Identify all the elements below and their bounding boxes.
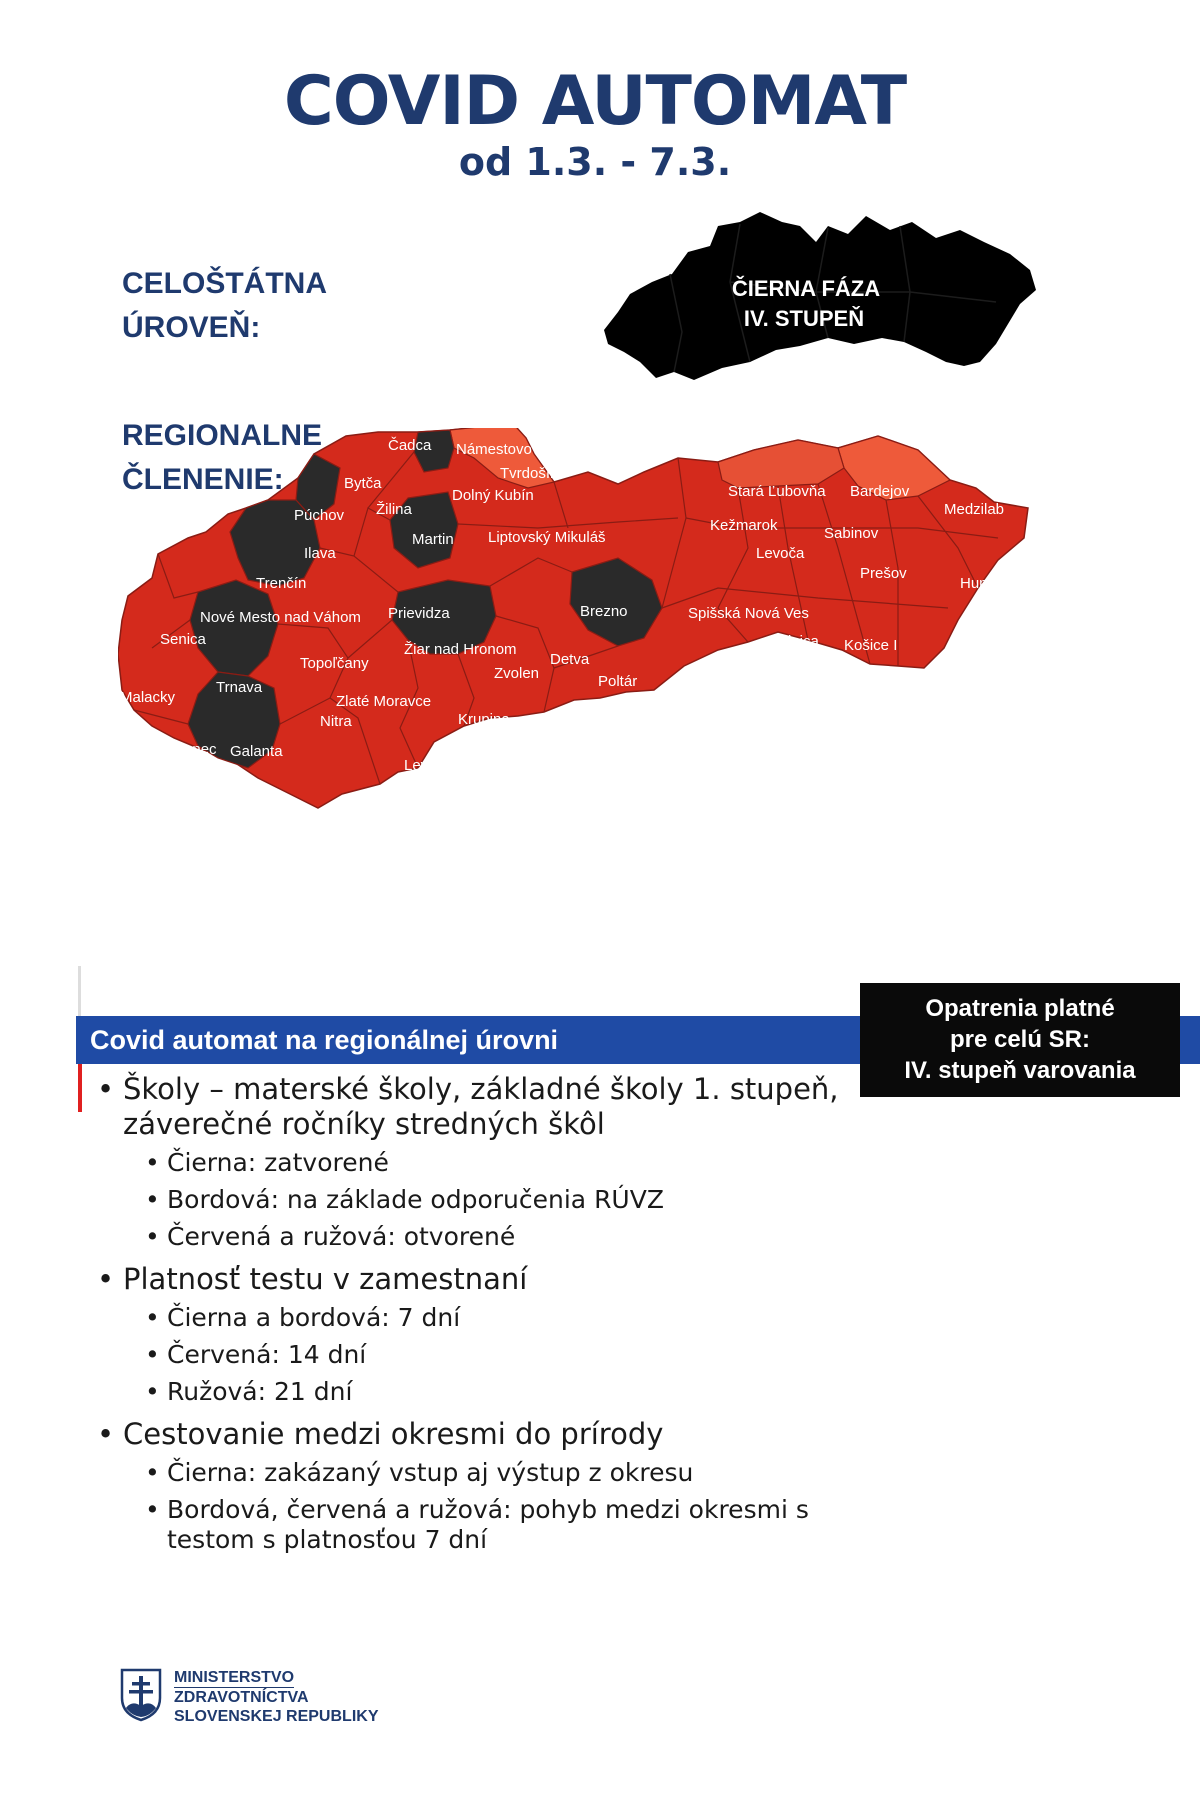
- measure-item: • Čierna: zatvorené: [95, 1148, 855, 1178]
- national-measures-box: [860, 983, 1180, 1097]
- ministry-logo-block: [120, 1668, 379, 1727]
- national-label-line2: ÚROVEŇ:: [122, 311, 261, 344]
- measure-travel: [95, 1417, 855, 1555]
- district-label: Stará Ľubovňa: [728, 483, 826, 500]
- regional-map: [118, 428, 1108, 918]
- ministry-line3: SLOVENSKEJ REPUBLIKY: [174, 1708, 379, 1725]
- measure-title: • Platnosť testu v zamestnaní: [95, 1262, 855, 1297]
- district-label: Púchov: [294, 507, 345, 524]
- district-label: Galanta: [230, 743, 283, 760]
- ministry-name: [174, 1668, 454, 1726]
- district-label: Levoča: [756, 545, 805, 562]
- district-label: Liptovský Mikuláš: [488, 529, 606, 546]
- measure-item: • Ružová: 21 dní: [95, 1377, 855, 1407]
- measures-list: [95, 1072, 855, 1565]
- district-label: Prievidza: [388, 605, 450, 622]
- district-label: Žiar nad Hronom: [404, 641, 517, 658]
- ministry-line2: ZDRAVOTNÍCTVA: [174, 1689, 309, 1706]
- district-label: Levice: [404, 757, 448, 774]
- measure-item: • Bordová, červená a ružová: pohyb medzi okresmi s testom s platnosťou 7 dní: [95, 1495, 855, 1555]
- district-label: Košice I: [844, 637, 898, 654]
- district-label: Brezno: [580, 603, 628, 620]
- district-label: Dolný Kubín: [452, 487, 534, 504]
- measure-item: • Červená: 14 dní: [95, 1340, 855, 1370]
- district-label: Rimavská Sobota: [614, 697, 732, 714]
- district-label: Snina: [1046, 569, 1085, 586]
- district-label: Senica: [160, 631, 206, 648]
- district-label: Trnava: [216, 679, 263, 696]
- district-label: Sabinov: [824, 525, 879, 542]
- district-label: slava V: [152, 769, 202, 786]
- district-label: Zvolen: [494, 665, 540, 682]
- district-label: Martin: [412, 531, 454, 548]
- page-subtitle: od 1.3. - 7.3.: [458, 140, 732, 184]
- national-box-line1: Opatrenia platné: [925, 995, 1115, 1022]
- district-label: Poltár: [598, 673, 638, 690]
- national-label-line1: CELOŠTÁTNA: [122, 267, 327, 300]
- district-label: Humenné: [960, 575, 1026, 592]
- district-label: Ilava: [304, 545, 336, 562]
- district-label: Nitra: [320, 713, 352, 730]
- district-label: Topoľčany: [300, 655, 369, 672]
- district-label: Čadca: [388, 437, 432, 454]
- district-label: Košice - okolie: [788, 665, 886, 682]
- measure-item: • Červená a ružová: otvorené: [95, 1222, 855, 1252]
- ministry-line1: MINISTERSTVO: [174, 1669, 295, 1686]
- district-label: Veľký Krtíš: [506, 741, 578, 758]
- district-label: Detva: [550, 651, 590, 668]
- national-level-label: [122, 262, 327, 350]
- district-label: Nové Mesto nad Váhom: [200, 609, 361, 626]
- district-label: Malacky: [120, 689, 176, 706]
- district-label: Krupina: [458, 711, 510, 728]
- regional-label-line2: ČLENENIE:: [122, 463, 284, 496]
- district-label: Bytča: [344, 475, 382, 492]
- national-phase-line1: ČIERNA FÁZA: [731, 276, 881, 301]
- regional-section-title: Covid automat na regionálnej úrovni: [90, 1025, 559, 1055]
- district-label: Kežmarok: [710, 517, 778, 534]
- district-label: Rožňava: [714, 665, 774, 682]
- district-label: Žilina: [376, 501, 412, 518]
- measure-schools: [95, 1072, 855, 1252]
- measure-item: • Čierna a bordová: 7 dní: [95, 1303, 855, 1333]
- district-label: Senec: [174, 741, 217, 758]
- district-label: Michalovce: [960, 655, 1036, 672]
- district-label: Gelnica: [768, 633, 819, 650]
- district-label: Tvrdošín: [500, 465, 559, 482]
- district-label: Prešov: [860, 565, 907, 582]
- national-box-line3: IV. stupeň varovania: [904, 1057, 1136, 1084]
- district-label: Zlaté Moravce: [336, 693, 432, 710]
- district-label: Medzilab: [944, 501, 1005, 518]
- coat-of-arms-icon: [120, 1668, 162, 1722]
- measure-title: • Cestovanie medzi okresmi do prírody: [95, 1417, 855, 1452]
- district-label: Spišská Nová Ves: [688, 605, 809, 622]
- measure-test-validity: [95, 1262, 855, 1407]
- measure-item: • Čierna: zakázaný vstup aj výstup z okresu: [95, 1458, 855, 1488]
- page-title: COVID AUTOMAT: [283, 62, 907, 141]
- district-label: Námestovo: [456, 441, 532, 458]
- divider: [78, 966, 81, 1018]
- national-map: [600, 212, 1040, 442]
- national-box-line2: pre celú SR:: [949, 1026, 1091, 1053]
- district-label: Komárno: [310, 825, 371, 842]
- accent-marker: [78, 1064, 82, 1112]
- regional-label-line1: REGIONALNE: [122, 419, 323, 452]
- district-label: Trenčín: [256, 575, 307, 592]
- district-label: Trebišov: [930, 697, 987, 714]
- measure-title: • Školy – materské školy, základné školy 1. stupeň, záverečné ročníky stredných škôl: [95, 1072, 855, 1142]
- measure-item: • Bordová: na základe odporučenia RÚVZ: [95, 1185, 855, 1215]
- district-label: najská Streda: [204, 797, 296, 814]
- district-label: Bardejov: [850, 483, 910, 500]
- national-phase-line2: IV. STUPEŇ: [743, 306, 865, 331]
